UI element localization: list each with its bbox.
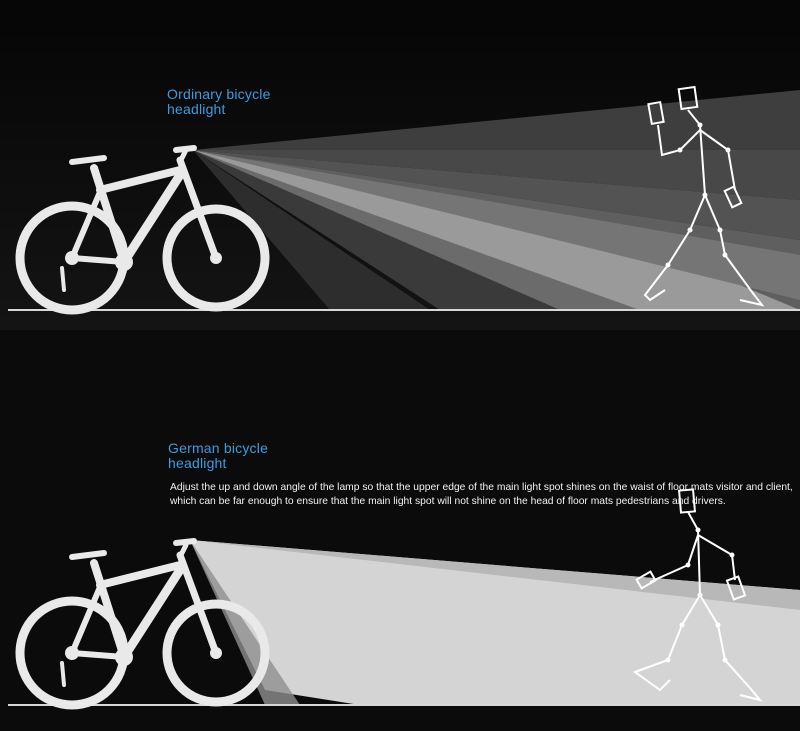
derailleur	[62, 663, 64, 685]
bottom-panel	[0, 330, 800, 731]
ordinary-headlight-label	[167, 87, 271, 117]
label-line-1: German bicycle	[168, 440, 269, 456]
crank	[115, 253, 133, 271]
description-text: Adjust the up and down angle of the lamp so that the upper edge of the main light spot shines on the waist of floor mats visitor and client, which can be far enough to ensure that the main light spot will not shine on the head of floor mats pedestrians and drivers.	[170, 482, 793, 507]
top-panel	[0, 0, 800, 330]
derailleur	[62, 268, 64, 290]
label-line-2: headlight	[168, 455, 227, 471]
saddle	[72, 553, 104, 557]
saddle	[72, 158, 104, 162]
headlight	[176, 541, 194, 543]
crank	[115, 648, 133, 666]
headlight	[176, 148, 194, 150]
label-line-1: Ordinary bicycle	[167, 86, 271, 102]
german-headlight-label	[168, 441, 268, 471]
label-line-2: headlight	[167, 101, 226, 117]
